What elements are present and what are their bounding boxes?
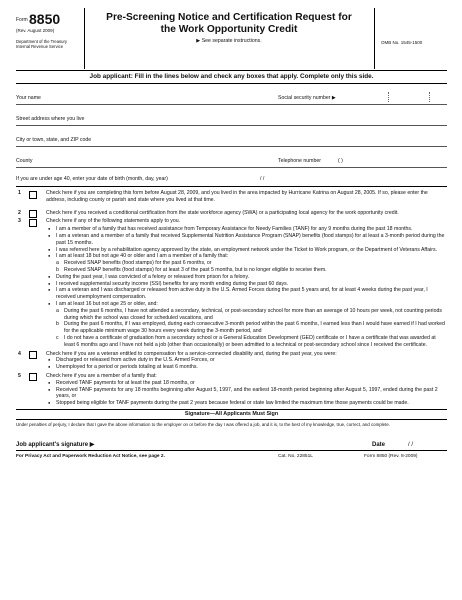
checkbox-2[interactable] [29,210,37,218]
sub-text: I do not have a certificate of graduation from a secondary school or a General Education Development (GED) certificate or I have a certificate that was awarded at least 6 months ago and I have not held a job (other than occasionally) or been admitted to a technical or post-secondary school since I received the certificate. [64,334,436,348]
city-label: City or town, state, and ZIP code [16,137,92,143]
bullet-text: I am at least 18 but not age 40 or older and I am a member of a family that: [56,253,229,260]
item-number: 3 [18,218,21,225]
ssn-field[interactable] [388,92,430,102]
form-title-line1: Pre-Screening Notice and Certification Request for [106,12,352,23]
bullet: ● I was referred here by a rehabilitation agency approved by the state, an employment network under the Ticket to Work program, or the Department of Veterans Affairs. [46,247,447,254]
privacy-notice: For Privacy Act and Paperwork Reduction Act Notice, see page 2. [16,453,165,459]
signature-row[interactable] [16,428,447,451]
bullet: ● Received TANF payments for at least the past 18 months, or [46,380,447,387]
checkbox-5[interactable] [29,373,37,381]
checkbox-1[interactable] [29,191,37,199]
dob-label: If you are under age 40, enter your date of birth (month, day, year) [16,176,168,182]
bullet: ● During the past year, I was convicted of a felony or released from prison for a felony. [46,274,447,281]
omb-block [374,8,448,69]
bullet: ● Stopped being eligible for TANF payments during the past 2 years because federal or state law limited the maximum time those payments could be made. [46,400,447,407]
bullet-text: I am at least 16 but not age 25 or older, and: [56,300,158,307]
item-text: Check here if you are a member of a family that: [46,372,157,379]
sub-letter: c [56,334,59,341]
signature-label: Job applicant's signature ▶ [16,441,95,448]
checklist [16,190,447,407]
item-2 [16,210,447,217]
telephone-label: Telephone number [278,158,321,164]
item-4 [16,351,447,371]
street-row[interactable] [16,105,447,126]
checkbox-4[interactable] [29,351,37,359]
item-3 [16,218,447,348]
bullet: ● Discharged or released from active duty in the U.S. Armed Forces, or [46,357,447,364]
form-word: Form [16,17,28,23]
date-label: Date [372,441,386,448]
sub-item [56,260,447,267]
sub-text: Received SNAP benefits (food stamps) for the past 6 months, or [64,260,212,267]
signature-section-bar: Signature—All Applicants Must Sign [16,409,447,420]
footer-form-id: Form 8850 (Rev. 8-2009) [364,453,418,459]
bullet: ● I am a member of a family that has received assistance from Temporary Assistance for Needy Families (TANF) for any 9 months during the past 18 months. [46,226,447,233]
item-number: 1 [18,190,21,196]
item-text: Check here if you received a conditional certification from the state workforce agency (SWA) or a participating local agency for the work opportunity credit. [46,209,399,216]
item-number: 4 [18,350,21,357]
county-phone-row[interactable] [16,147,447,168]
sub-letter: b [56,266,59,273]
sub-text: During the past 6 months, I have not attended a secondary, technical, or post-secondary school for more than an average of 10 hours per week, not counting periods during which the school was closed for scheduled vacations, and [64,307,442,321]
name-label: Your name [16,95,41,101]
sub-letter: a [56,307,59,314]
sub-text: Received SNAP benefits (food stamps) for at least 3 of the past 5 months, but is no longer eligible to receive them. [64,266,327,273]
bullet [46,253,447,273]
item-number: 5 [18,372,21,379]
item-text: Check here if you are a veteran entitled to compensation for a service-connected disability and, during the past year, you were: [46,350,337,357]
department: Department of the Treasury Internal Revenue Service [16,39,67,49]
sub-letter: b [56,321,59,328]
catalog-number: Cat. No. 22851L [278,453,313,459]
sub-item [56,321,447,335]
sub-text: During the past 6 months, if I was employed, during each consecutive 3-month period within the past 6 months, I earned less than I would have earned if I had worked for the applicable minimum wage 30 hours every week during the 3-month period, and [64,321,445,335]
bullet: ● I am a veteran and a member of a family that received Supplemental Nutrition Assistance Program (SNAP) benefits (food stamps) for at least a 3-month period during the past 15 months. [46,233,447,247]
form-number: 8850 [29,11,61,27]
telephone-field[interactable]: ( ) [338,158,343,164]
dob-row[interactable] [16,168,447,187]
perjury-statement: Under penalties of perjury, I declare that I gave the above information to the employer on or before the day I was offered a job, and it is, to the best of my knowledge, true, correct, and complete. [16,421,390,427]
dob-field[interactable]: / / [260,176,265,182]
item-text: Check here if you are completing this form before August 28, 2009, and you lived in the area impacted by Hurricane Katrina on August 28, 2005. If so, please enter the address, including county or parish and state where you lived at that time. [46,190,428,203]
bullet: ● I received supplemental security income (SSI) benefits for any month ending during the past 60 days. [46,281,447,288]
form-id-block [16,8,85,69]
sub-item [56,267,447,274]
sub-item [56,335,447,349]
bullet: ● I am a veteran and I was discharged or released from active duty in the U.S. Armed Forces during the past 5 years and, for at least 4 weeks during the past year, I received unemployment compensation. [46,287,447,301]
date-field[interactable]: / / [408,441,414,448]
item-5 [16,373,447,407]
bullet: ● Unemployed for a period or periods totaling at least 6 months. [46,364,447,371]
title-block [84,8,374,69]
street-label: Street address where you live [16,116,85,122]
item-1 [16,190,447,204]
item-text: Check here if any of the following statements apply to you. [46,218,181,225]
county-label: County [16,158,33,164]
see-instructions: ▶ See separate instructions. [196,38,262,44]
sub-item [56,308,447,322]
form-title-line2: the Work Opportunity Credit [160,24,298,35]
omb-number: OMB No. 1545-1500 [381,40,423,45]
form-page [16,8,447,461]
sub-letter: a [56,260,59,267]
name-ssn-row[interactable] [16,84,447,105]
city-row[interactable] [16,126,447,147]
intro-instruction: Job applicant: Fill in the lines below and check any boxes that apply. Complete only this side. [16,71,447,84]
bullet: ● Received TANF payments for any 18 months beginning after August 5, 1997, and the earliest 18-month period beginning after August 5, 1997, ended during the past 2 years, or [46,387,447,401]
ssn-label: Social security number ▶ [278,95,336,101]
item-number: 2 [18,209,21,216]
form-footer [16,451,447,461]
checkbox-3[interactable] [29,219,37,227]
revision-date: (Rev. August 2009) [16,28,55,33]
bullet [46,301,447,349]
form-header [16,8,447,71]
